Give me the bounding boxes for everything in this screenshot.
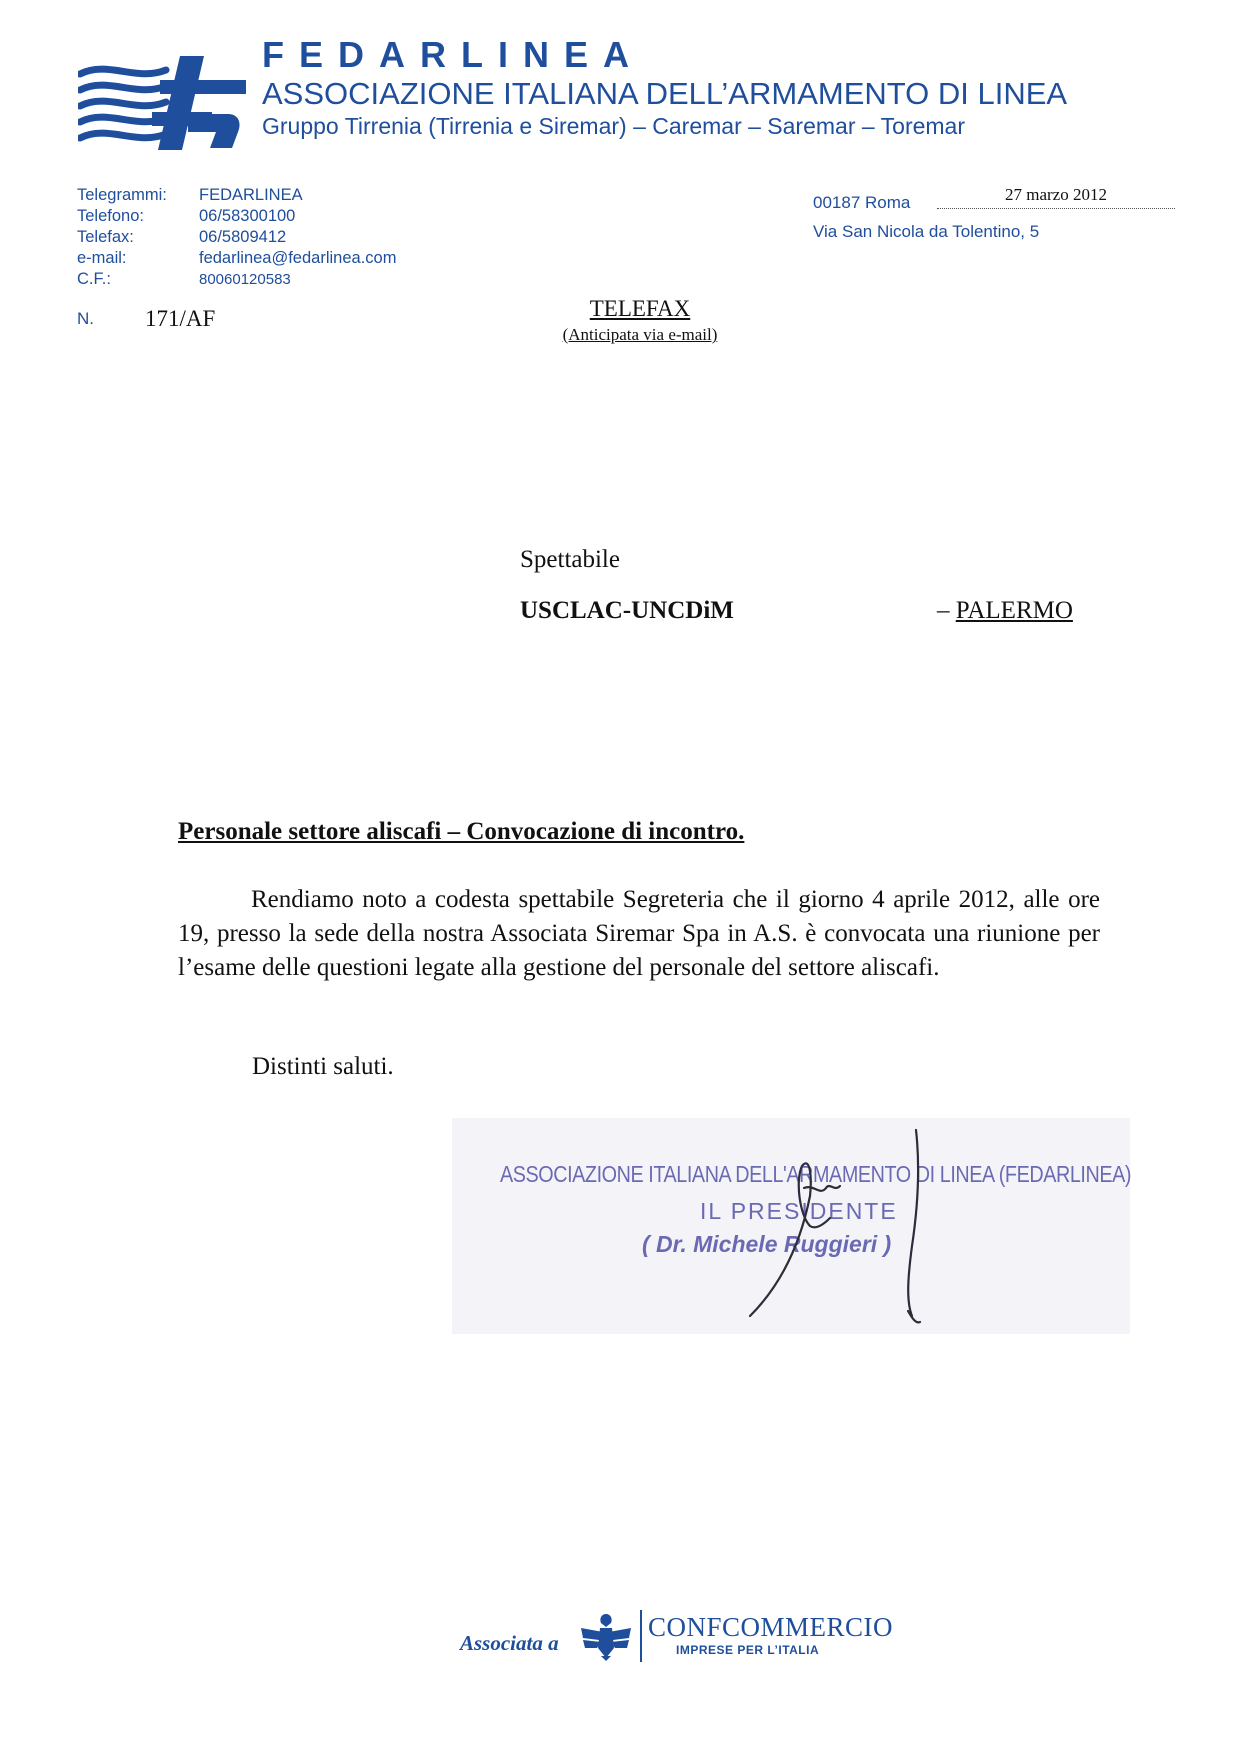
confcommercio-name: CONFCOMMERCIO: [648, 1612, 894, 1642]
contact-label: C.F.:: [77, 270, 111, 288]
handwritten-signature-icon: [740, 1126, 950, 1338]
confcommercio-tagline: IMPRESE PER L’ITALIA: [676, 1643, 820, 1657]
brand-name: FEDARLINEA: [262, 34, 644, 75]
recipient-name: USCLAC-UNCDiM: [520, 597, 734, 624]
letter-subject: Personale settore aliscafi – Convocazione di incontro.: [178, 818, 745, 845]
letter-date: 27 marzo 2012: [1005, 185, 1107, 204]
date-dotted-line: [937, 208, 1175, 209]
contact-label: Telefono:: [77, 207, 144, 225]
footer-divider: [640, 1610, 642, 1662]
transmission-title: TELEFAX: [589, 296, 691, 321]
stamp-association: ASSOCIAZIONE ITALIANA DELL'ARMAMENTO DI LINEA (FEDARLINEA): [500, 1161, 1131, 1187]
recipient-city: PALERMO: [955, 597, 1073, 624]
contact-row: [77, 248, 477, 269]
letter-body: Rendiamo noto a codesta spettabile Segreteria che il giorno 4 aprile 2012, alle ore 19, presso la sede della nostra Associata Siremar Spa in A.S. è convocata una riunione per l’esame delle questioni legate alla gestione del personale del settore aliscafi.: [178, 886, 1100, 981]
contact-label: Telefax:: [77, 228, 134, 246]
contact-row: [77, 227, 477, 248]
transmission-note: (Anticipata via e-mail): [562, 325, 718, 344]
contacts-block: [77, 185, 477, 290]
city-dash: –: [937, 597, 956, 624]
association-name: ASSOCIAZIONE ITALIANA DELL’ARMAMENTO DI LINEA: [262, 76, 1068, 111]
contact-value: FEDARLINEA: [199, 186, 303, 204]
contact-row: [77, 269, 477, 290]
contact-row: [77, 185, 477, 206]
contact-label: e-mail:: [77, 249, 127, 267]
stamp-role: IL PRESIDENTE: [700, 1198, 898, 1224]
place-street: Via San Nicola da Tolentino, 5: [813, 222, 1040, 241]
contact-value: 06/58300100: [199, 207, 296, 225]
contact-value: 06/5809412: [199, 228, 287, 246]
recipient-city-line: [937, 597, 1073, 625]
contact-label: Telegrammi:: [77, 186, 167, 204]
reference-number: 171/AF: [145, 306, 216, 331]
fedarlinea-logo-icon: [78, 52, 248, 154]
eagle-icon: [579, 1610, 633, 1662]
reference-label: N.: [77, 309, 94, 328]
contact-value: 80060120583: [199, 271, 291, 288]
group-line: Gruppo Tirrenia (Tirrenia e Siremar) – Caremar – Saremar – Toremar: [262, 113, 966, 139]
contact-row: [77, 206, 477, 227]
stamp-person: ( Dr. Michele Ruggieri ): [642, 1231, 892, 1257]
salutation: Spettabile: [520, 546, 620, 573]
contact-email: fedarlinea@fedarlinea.com: [199, 249, 397, 267]
letter-closing: Distinti saluti.: [252, 1053, 394, 1080]
place-city: 00187 Roma: [813, 193, 911, 212]
associated-label: Associata a: [460, 1631, 559, 1655]
